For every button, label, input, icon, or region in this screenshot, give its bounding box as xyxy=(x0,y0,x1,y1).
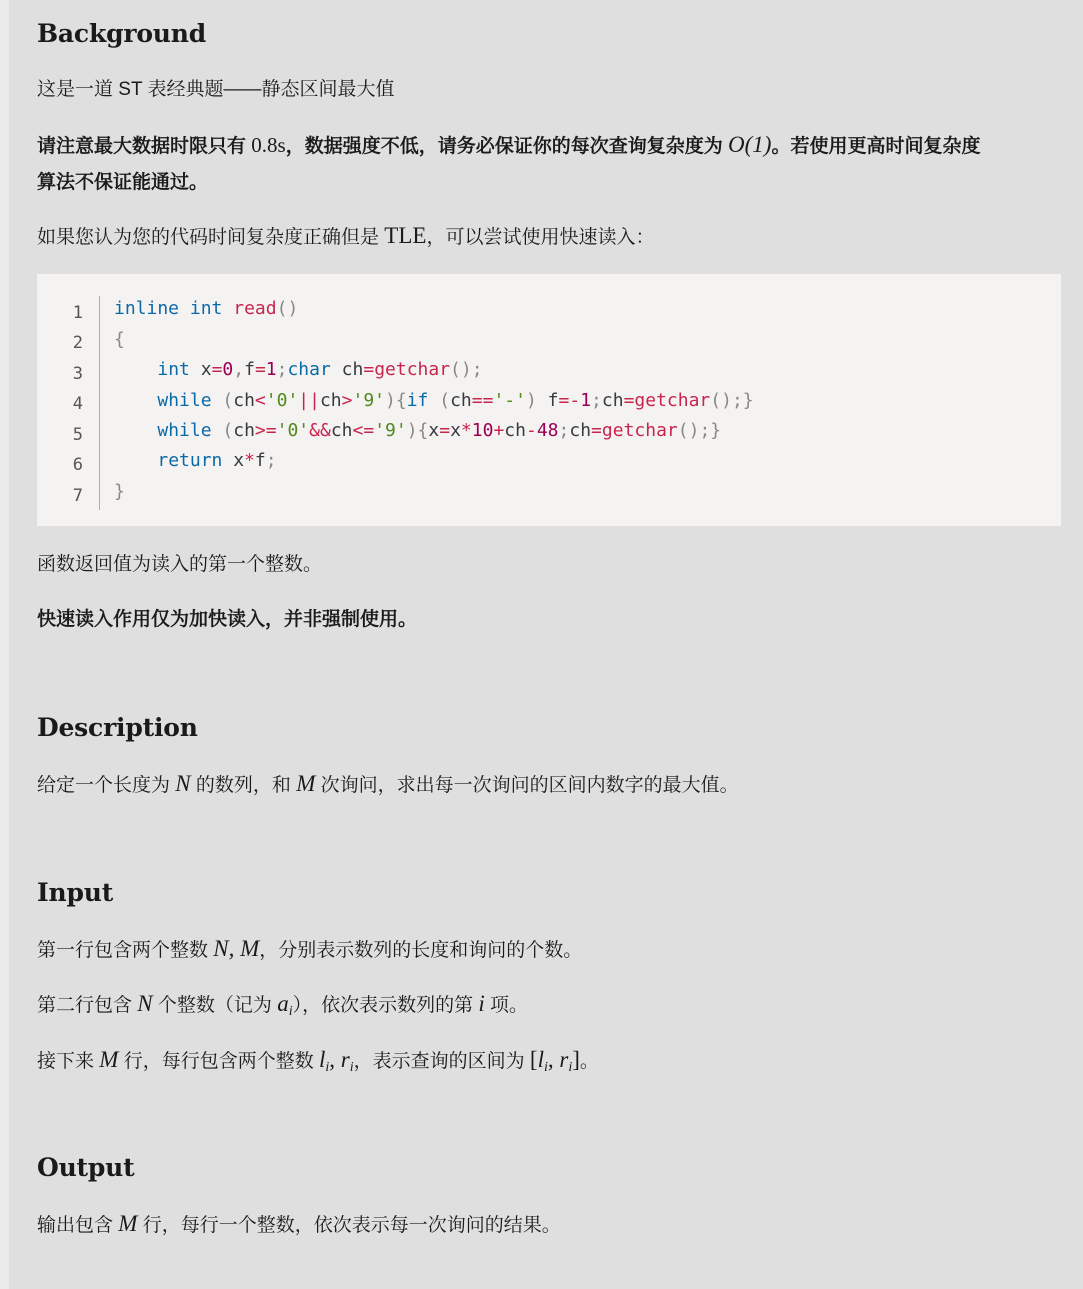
line-number: 1 xyxy=(72,303,83,323)
line-number-gutter xyxy=(37,296,100,510)
background-heading: Background xyxy=(37,19,207,48)
line-number: 3 xyxy=(72,364,83,384)
code-line: { xyxy=(114,329,125,350)
code-block xyxy=(37,274,1061,526)
line-number: 2 xyxy=(72,333,83,353)
code-line: return x*f; xyxy=(157,450,277,471)
line-number: 5 xyxy=(72,425,83,445)
left-margin-strip xyxy=(0,0,9,1289)
time-limit-warning: 请注意最大数据时限只有 0.8s，数据强度不低，请务必保证你的每次查询复杂度为 O(1)。若使用更高时间复杂度 算法不保证能通过。 xyxy=(37,132,981,193)
return-value-note: 函数返回值为读入的第一个整数。 xyxy=(37,554,323,575)
code-line: while (ch>='0'&&ch<='9'){x=x*10+ch-48;ch=getchar();} xyxy=(157,420,722,441)
optional-fast-read-note: 快速读入作用仅为加快读入，并非强制使用。 xyxy=(37,609,418,630)
description-heading: Description xyxy=(37,713,198,742)
input-line-1: 第一行包含两个整数 N, M，分别表示数列的长度和询问的个数。 xyxy=(37,936,583,961)
line-number: 6 xyxy=(72,455,83,475)
line-number: 7 xyxy=(72,486,83,506)
output-heading: Output xyxy=(37,1153,135,1182)
line-number: 4 xyxy=(72,394,83,414)
code-line: while (ch<'0'||ch>'9'){if (ch=='-') f=-1;ch=getchar();} xyxy=(157,390,754,411)
fast-read-hint: 如果您认为您的代码时间复杂度正确但是 TLE，可以尝试使用快速读入： xyxy=(37,223,655,248)
output-text: 输出包含 M 行，每行一个整数，依次表示每一次询问的结果。 xyxy=(37,1211,561,1236)
code-line: int x=0,f=1;char ch=getchar(); xyxy=(157,359,483,380)
description-text: 给定一个长度为 N 的数列，和 M 次询问，求出每一次询问的区间内数字的最大值。 xyxy=(37,771,739,796)
background-intro: 这是一道 ST 表经典题——静态区间最大值 xyxy=(37,79,395,100)
input-line-3: 接下来 M 行，每行包含两个整数 $l_i$, $r_i$，表示查询的区间为 [$l_i$, $r_i$]。 xyxy=(37,1047,599,1075)
code-line: inline int read() xyxy=(114,298,299,319)
input-heading: Input xyxy=(37,878,114,907)
code-line: } xyxy=(114,481,125,502)
input-line-2: 第二行包含 N 个整数（记为 $a_i$），依次表示数列的第 i 项。 xyxy=(37,991,529,1019)
